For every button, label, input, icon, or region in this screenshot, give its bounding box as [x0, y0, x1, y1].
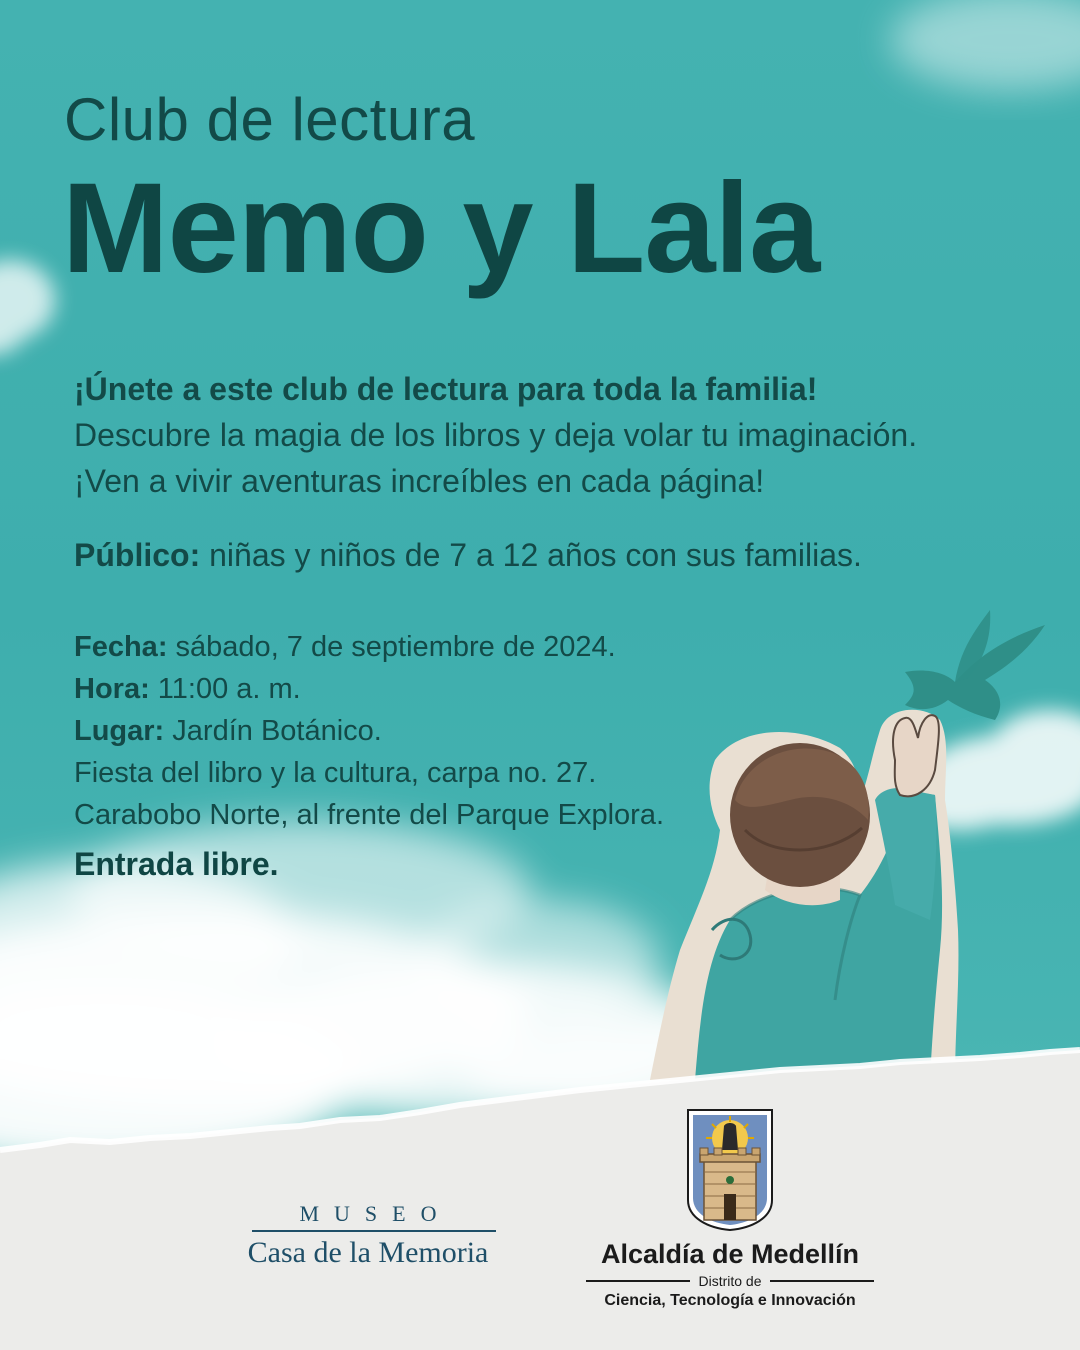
place-row	[74, 710, 774, 752]
alcaldia-name: Alcaldía de Medellín	[600, 1239, 860, 1269]
pre-title: Club de lectura	[64, 86, 476, 153]
museo-logo	[222, 1200, 514, 1270]
place-value: Jardín Botánico.	[172, 715, 382, 747]
alcaldia-rule-right	[770, 1280, 874, 1282]
event-details	[74, 626, 774, 888]
time-label: Hora:	[74, 673, 150, 705]
date-value: sábado, 7 de septiembre de 2024.	[175, 631, 616, 663]
main-title: Memo y Lala	[62, 157, 820, 300]
medellin-crest-icon	[686, 1108, 774, 1232]
place-line-2: Fiesta del libro y la cultura, carpa no. 27.	[74, 757, 597, 789]
alcaldia-sub: Distrito de	[698, 1273, 762, 1289]
museo-top-text: MUSEO	[299, 1201, 452, 1226]
intro-lead: ¡Únete a este club de lectura para toda la familia!	[74, 371, 818, 407]
intro-text	[74, 366, 1034, 504]
alcaldia-sub-row	[586, 1272, 874, 1290]
place-line-3: Carabobo Norte, al frente del Parque Explora.	[74, 799, 665, 831]
time-row	[74, 668, 774, 710]
museo-divider	[252, 1230, 496, 1232]
time-value: 11:00 a. m.	[157, 673, 301, 705]
intro-line-2: ¡Ven a vivir aventuras increíbles en cada página!	[74, 463, 765, 499]
alcaldia-rule-left	[586, 1280, 690, 1282]
date-row	[74, 626, 774, 668]
museo-name: Casa de la Memoria	[247, 1236, 489, 1269]
date-label: Fecha:	[74, 631, 168, 663]
alcaldia-logo	[560, 1108, 900, 1312]
audience	[74, 532, 1034, 578]
place-label: Lugar:	[74, 715, 165, 747]
entry-note: Entrada libre.	[74, 846, 279, 882]
alcaldia-tagline: Ciencia, Tecnología e Innovación	[604, 1292, 856, 1309]
audience-label: Público:	[74, 537, 201, 573]
intro-line-1: Descubre la magia de los libros y deja volar tu imaginación.	[74, 417, 918, 453]
audience-value: niñas y niños de 7 a 12 años con sus familias.	[209, 537, 862, 573]
